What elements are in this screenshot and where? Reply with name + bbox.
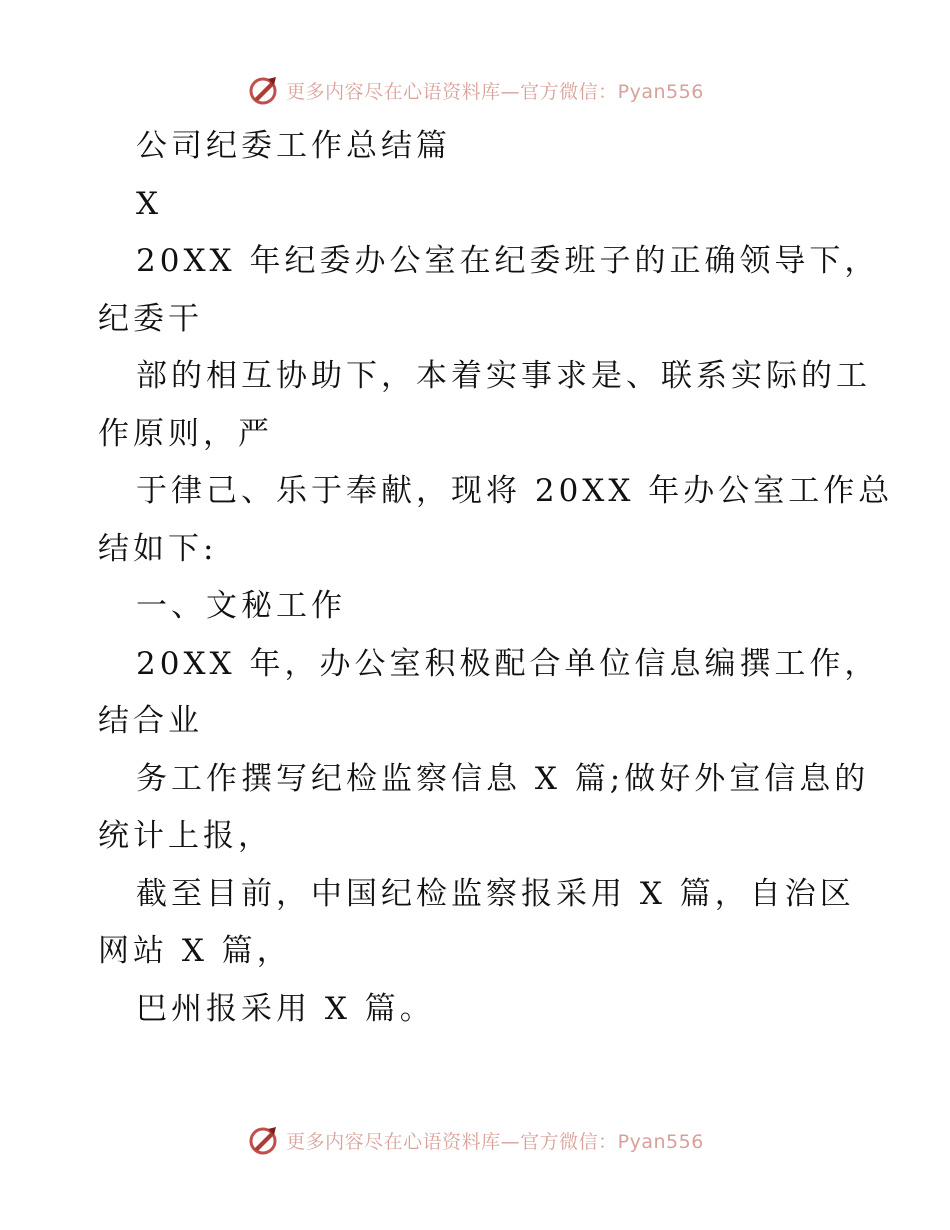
- header-banner: [0, 70, 950, 110]
- doc-line: 统计上报，: [98, 818, 273, 854]
- document-body: [98, 118, 894, 1038]
- footer-banner-text: 更多内容尽在心语资料库—官方微信：Pyan556: [286, 1130, 704, 1153]
- doc-line: 巴州报采用 X 篇。: [136, 990, 435, 1027]
- doc-line: 结合业: [98, 703, 203, 739]
- doc-line: 作原则，严: [98, 415, 273, 452]
- doc-line: 结如下:: [98, 530, 218, 567]
- doc-title: 公司纪委工作总结篇: [136, 128, 451, 164]
- footer-banner: [0, 1120, 950, 1160]
- doc-line: 20XX 年，办公室积极配合单位信息编撰工作，: [136, 645, 880, 682]
- doc-line: 务工作撰写纪检监察信息 X 篇;做好外宣信息的: [136, 760, 870, 797]
- doc-line: 20XX 年纪委办公室在纪委班子的正确领导下，: [136, 243, 880, 279]
- doc-line: 截至目前，中国纪检监察报采用 X 篇，自治区: [136, 875, 855, 912]
- doc-line: 于律己、乐于奉献，现将 20XX 年办公室工作总: [136, 473, 894, 509]
- header-banner-text: 更多内容尽在心语资料库—官方微信：Pyan556: [286, 80, 704, 103]
- section-heading: 一、文秘工作: [136, 588, 346, 624]
- doc-line: X: [136, 185, 163, 222]
- doc-line: 网站 X 篇，: [98, 933, 292, 969]
- quill-logo-icon: [246, 1123, 280, 1157]
- doc-line: 纪委干: [98, 300, 203, 337]
- quill-logo-icon: [246, 73, 280, 107]
- doc-line: 部的相互协助下，本着实事求是、联系实际的工: [136, 358, 871, 394]
